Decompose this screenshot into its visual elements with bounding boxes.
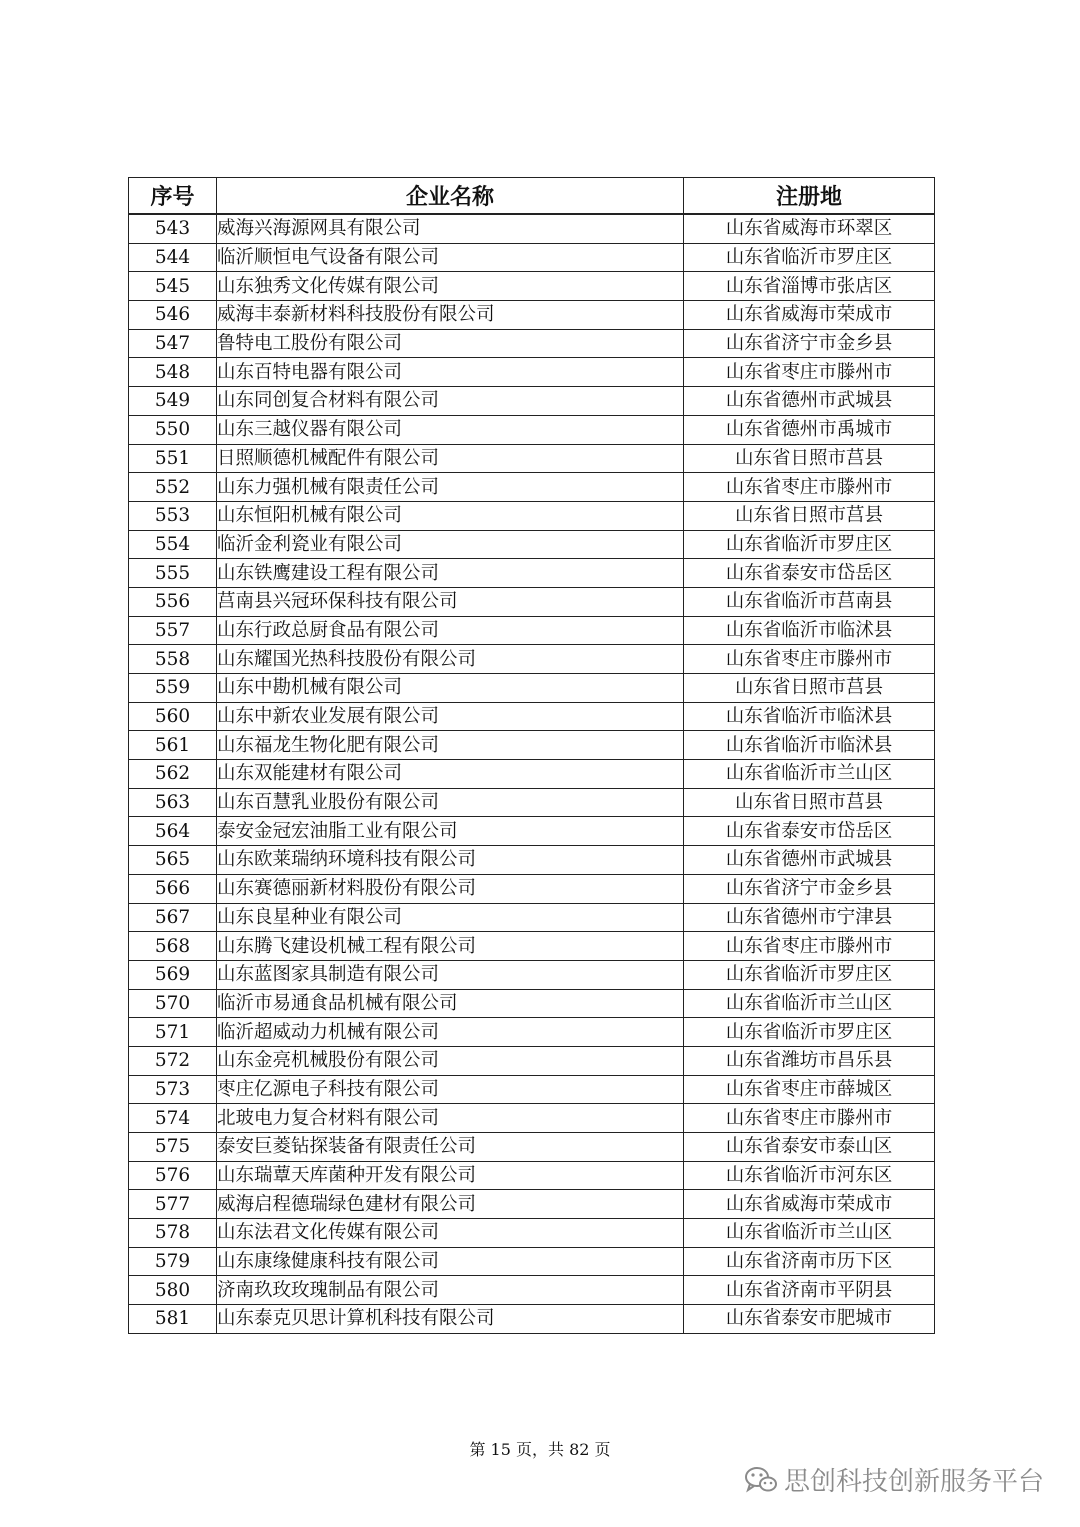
cell-company-name: 山东良星种业有限公司 [217, 903, 684, 932]
cell-registered-place: 山东省济宁市金乡县 [684, 874, 935, 903]
cell-registered-place: 山东省临沂市罗庄区 [684, 1018, 935, 1047]
cell-company-name: 山东百特电器有限公司 [217, 358, 684, 387]
cell-company-name: 山东瑞蕈天库菌种开发有限公司 [217, 1161, 684, 1190]
table-body [129, 214, 935, 1333]
table-row [129, 214, 935, 243]
table-row [129, 874, 935, 903]
cell-serial-number: 549 [129, 387, 217, 416]
table-row [129, 788, 935, 817]
cell-company-name: 山东福龙生物化肥有限公司 [217, 731, 684, 760]
cell-registered-place: 山东省泰安市岱岳区 [684, 817, 935, 846]
cell-registered-place: 山东省德州市禹城市 [684, 415, 935, 444]
cell-serial-number: 555 [129, 559, 217, 588]
table-row [129, 932, 935, 961]
cell-serial-number: 580 [129, 1276, 217, 1305]
cell-serial-number: 576 [129, 1161, 217, 1190]
cell-serial-number: 550 [129, 415, 217, 444]
table-row [129, 387, 935, 416]
cell-company-name: 山东恒阳机械有限公司 [217, 501, 684, 530]
cell-registered-place: 山东省枣庄市滕州市 [684, 1104, 935, 1133]
cell-serial-number: 568 [129, 932, 217, 961]
cell-serial-number: 569 [129, 960, 217, 989]
cell-registered-place: 山东省日照市莒县 [684, 501, 935, 530]
table-row [129, 329, 935, 358]
cell-company-name: 威海兴海源网具有限公司 [217, 214, 684, 243]
cell-company-name: 威海启程德瑞绿色建材有限公司 [217, 1190, 684, 1219]
cell-registered-place: 山东省临沂市临沭县 [684, 702, 935, 731]
cell-company-name: 临沂金利瓷业有限公司 [217, 530, 684, 559]
cell-serial-number: 552 [129, 473, 217, 502]
cell-serial-number: 566 [129, 874, 217, 903]
table-row [129, 645, 935, 674]
cell-company-name: 山东三越仪器有限公司 [217, 415, 684, 444]
cell-company-name: 临沂市易通食品机械有限公司 [217, 989, 684, 1018]
table-row [129, 301, 935, 330]
cell-serial-number: 544 [129, 243, 217, 272]
table-row [129, 1133, 935, 1162]
cell-serial-number: 573 [129, 1075, 217, 1104]
table-row [129, 473, 935, 502]
table-row [129, 501, 935, 530]
cell-registered-place: 山东省济南市历下区 [684, 1247, 935, 1276]
table-row [129, 530, 935, 559]
cell-company-name: 泰安巨菱钻探装备有限责任公司 [217, 1133, 684, 1162]
cell-registered-place: 山东省泰安市泰山区 [684, 1133, 935, 1162]
cell-serial-number: 543 [129, 214, 217, 243]
cell-company-name: 鲁特电工股份有限公司 [217, 329, 684, 358]
table-row [129, 731, 935, 760]
table-row [129, 1276, 935, 1305]
table-row [129, 616, 935, 645]
cell-company-name: 山东双能建材有限公司 [217, 760, 684, 789]
table-header-row [129, 178, 935, 215]
table-row [129, 1219, 935, 1248]
cell-company-name: 泰安金冠宏油脂工业有限公司 [217, 817, 684, 846]
cell-company-name: 山东中新农业发展有限公司 [217, 702, 684, 731]
cell-registered-place: 山东省临沂市罗庄区 [684, 243, 935, 272]
cell-registered-place: 山东省德州市宁津县 [684, 903, 935, 932]
cell-registered-place: 山东省临沂市兰山区 [684, 1219, 935, 1248]
cell-serial-number: 558 [129, 645, 217, 674]
table-row [129, 1161, 935, 1190]
cell-registered-place: 山东省威海市荣成市 [684, 301, 935, 330]
cell-company-name: 莒南县兴冠环保科技有限公司 [217, 587, 684, 616]
cell-company-name: 威海丰泰新材料科技股份有限公司 [217, 301, 684, 330]
cell-company-name: 山东金亮机械股份有限公司 [217, 1046, 684, 1075]
header-registered-place: 注册地 [684, 178, 935, 215]
table-row [129, 559, 935, 588]
cell-company-name: 山东行政总厨食品有限公司 [217, 616, 684, 645]
cell-registered-place: 山东省枣庄市薛城区 [684, 1075, 935, 1104]
table-row [129, 903, 935, 932]
table-row [129, 760, 935, 789]
cell-registered-place: 山东省潍坊市昌乐县 [684, 1046, 935, 1075]
table-row [129, 444, 935, 473]
cell-company-name: 山东力强机械有限责任公司 [217, 473, 684, 502]
cell-company-name: 日照顺德机械配件有限公司 [217, 444, 684, 473]
cell-serial-number: 577 [129, 1190, 217, 1219]
table-row [129, 846, 935, 875]
cell-serial-number: 572 [129, 1046, 217, 1075]
cell-serial-number: 571 [129, 1018, 217, 1047]
cell-company-name: 山东康缘健康科技有限公司 [217, 1247, 684, 1276]
cell-company-name: 济南玖玫玫瑰制品有限公司 [217, 1276, 684, 1305]
cell-serial-number: 554 [129, 530, 217, 559]
cell-serial-number: 563 [129, 788, 217, 817]
watermark-text: 思创科技创新服务平台 [783, 1467, 1044, 1497]
cell-registered-place: 山东省日照市莒县 [684, 674, 935, 703]
header-serial-number: 序号 [129, 178, 217, 215]
cell-company-name: 北玻电力复合材料有限公司 [217, 1104, 684, 1133]
table-row [129, 1305, 935, 1334]
cell-serial-number: 579 [129, 1247, 217, 1276]
cell-registered-place: 山东省日照市莒县 [684, 788, 935, 817]
cell-serial-number: 567 [129, 903, 217, 932]
cell-company-name: 山东独秀文化传媒有限公司 [217, 272, 684, 301]
cell-serial-number: 561 [129, 731, 217, 760]
cell-registered-place: 山东省临沂市临沭县 [684, 731, 935, 760]
table-row [129, 960, 935, 989]
table-row [129, 415, 935, 444]
cell-serial-number: 564 [129, 817, 217, 846]
cell-company-name: 临沂超威动力机械有限公司 [217, 1018, 684, 1047]
table-row [129, 1104, 935, 1133]
table-row [129, 1247, 935, 1276]
cell-company-name: 山东蓝图家具制造有限公司 [217, 960, 684, 989]
cell-serial-number: 562 [129, 760, 217, 789]
header-company-name: 企业名称 [217, 178, 684, 215]
cell-serial-number: 548 [129, 358, 217, 387]
page-number: 第 15 页，共 82 页 [469, 1440, 611, 1459]
cell-company-name: 临沂顺恒电气设备有限公司 [217, 243, 684, 272]
cell-serial-number: 553 [129, 501, 217, 530]
cell-serial-number: 581 [129, 1305, 217, 1334]
cell-serial-number: 578 [129, 1219, 217, 1248]
table-row [129, 1190, 935, 1219]
cell-company-name: 山东耀国光热科技股份有限公司 [217, 645, 684, 674]
table-row [129, 1075, 935, 1104]
wechat-icon [744, 1465, 778, 1495]
table-row [129, 1046, 935, 1075]
cell-serial-number: 559 [129, 674, 217, 703]
cell-serial-number: 547 [129, 329, 217, 358]
cell-company-name: 山东法君文化传媒有限公司 [217, 1219, 684, 1248]
cell-registered-place: 山东省枣庄市滕州市 [684, 932, 935, 961]
cell-serial-number: 545 [129, 272, 217, 301]
table-row [129, 702, 935, 731]
cell-registered-place: 山东省德州市武城县 [684, 387, 935, 416]
table-row [129, 243, 935, 272]
table-row [129, 358, 935, 387]
cell-serial-number: 560 [129, 702, 217, 731]
cell-registered-place: 山东省临沂市罗庄区 [684, 960, 935, 989]
table-row [129, 1018, 935, 1047]
cell-serial-number: 574 [129, 1104, 217, 1133]
table-row [129, 272, 935, 301]
table-row [129, 587, 935, 616]
cell-registered-place: 山东省淄博市张店区 [684, 272, 935, 301]
table-row [129, 817, 935, 846]
cell-registered-place: 山东省德州市武城县 [684, 846, 935, 875]
cell-serial-number: 565 [129, 846, 217, 875]
cell-serial-number: 575 [129, 1133, 217, 1162]
cell-company-name: 山东欧莱瑞纳环境科技有限公司 [217, 846, 684, 875]
cell-company-name: 山东百慧乳业股份有限公司 [217, 788, 684, 817]
cell-registered-place: 山东省临沂市莒南县 [684, 587, 935, 616]
cell-registered-place: 山东省泰安市岱岳区 [684, 559, 935, 588]
cell-serial-number: 556 [129, 587, 217, 616]
cell-company-name: 山东铁鹰建设工程有限公司 [217, 559, 684, 588]
cell-registered-place: 山东省威海市环翠区 [684, 214, 935, 243]
cell-registered-place: 山东省威海市荣成市 [684, 1190, 935, 1219]
cell-registered-place: 山东省临沂市河东区 [684, 1161, 935, 1190]
cell-company-name: 山东中勘机械有限公司 [217, 674, 684, 703]
cell-company-name: 枣庄亿源电子科技有限公司 [217, 1075, 684, 1104]
cell-registered-place: 山东省临沂市罗庄区 [684, 530, 935, 559]
cell-registered-place: 山东省临沂市兰山区 [684, 760, 935, 789]
enterprise-table [128, 177, 935, 1334]
cell-company-name: 山东腾飞建设机械工程有限公司 [217, 932, 684, 961]
cell-serial-number: 546 [129, 301, 217, 330]
cell-registered-place: 山东省泰安市肥城市 [684, 1305, 935, 1334]
cell-registered-place: 山东省枣庄市滕州市 [684, 645, 935, 674]
cell-registered-place: 山东省枣庄市滕州市 [684, 473, 935, 502]
cell-registered-place: 山东省济南市平阴县 [684, 1276, 935, 1305]
cell-serial-number: 551 [129, 444, 217, 473]
cell-company-name: 山东同创复合材料有限公司 [217, 387, 684, 416]
cell-registered-place: 山东省日照市莒县 [684, 444, 935, 473]
cell-registered-place: 山东省临沂市临沭县 [684, 616, 935, 645]
cell-registered-place: 山东省临沂市兰山区 [684, 989, 935, 1018]
cell-serial-number: 570 [129, 989, 217, 1018]
table-row [129, 674, 935, 703]
cell-serial-number: 557 [129, 616, 217, 645]
watermark [744, 1461, 1044, 1498]
cell-registered-place: 山东省枣庄市滕州市 [684, 358, 935, 387]
cell-company-name: 山东赛德丽新材料股份有限公司 [217, 874, 684, 903]
cell-company-name: 山东泰克贝思计算机科技有限公司 [217, 1305, 684, 1334]
cell-registered-place: 山东省济宁市金乡县 [684, 329, 935, 358]
table-row [129, 989, 935, 1018]
